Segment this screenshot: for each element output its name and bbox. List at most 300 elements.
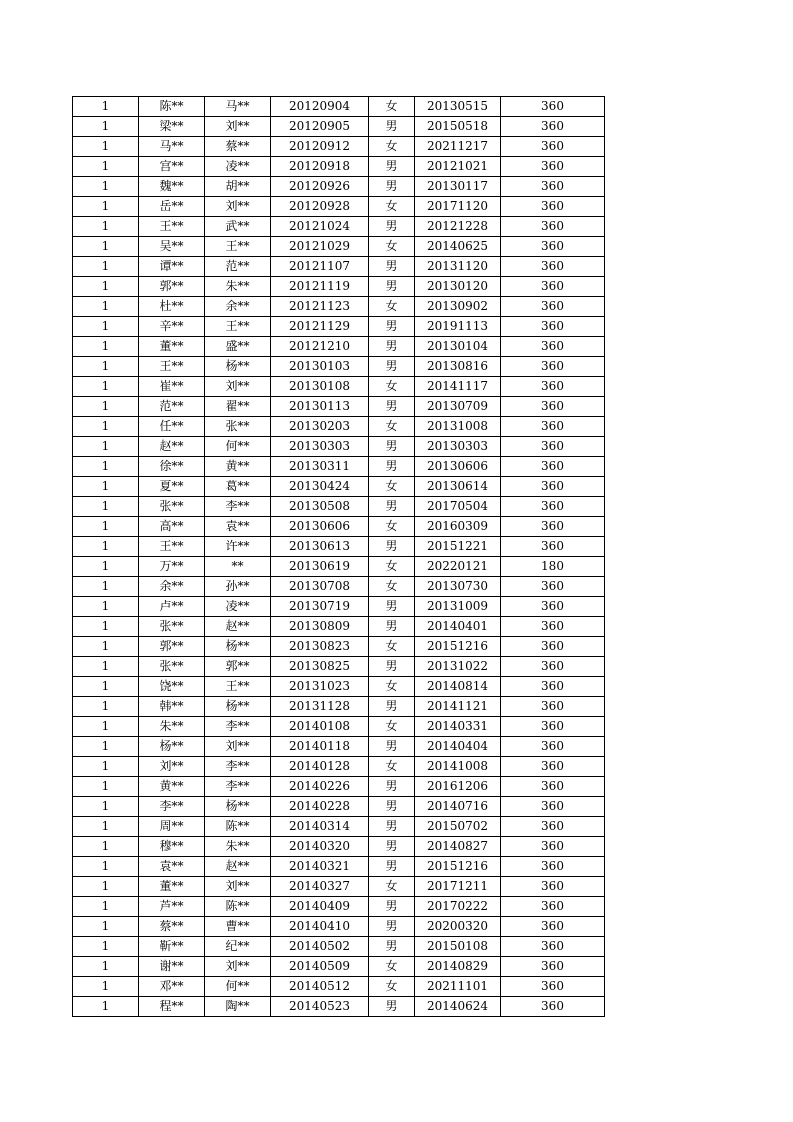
surname-cell: 韩** — [139, 697, 205, 717]
amount-cell: 360 — [501, 457, 605, 477]
surname-cell: 杜** — [139, 297, 205, 317]
date-cell: 20130825 — [271, 657, 369, 677]
surname-cell: 岳** — [139, 197, 205, 217]
partner-cell: 陈** — [205, 817, 271, 837]
amount-cell: 360 — [501, 937, 605, 957]
partner-cell: 李** — [205, 777, 271, 797]
gender-cell: 女 — [369, 977, 415, 997]
count-cell: 1 — [73, 397, 139, 417]
table-row — [73, 877, 605, 897]
count-cell: 1 — [73, 117, 139, 137]
date-cell: 20121029 — [271, 237, 369, 257]
date-cell: 20140118 — [271, 737, 369, 757]
end-date-cell: 20191113 — [415, 317, 501, 337]
surname-cell: 赵** — [139, 437, 205, 457]
date-cell: 20120905 — [271, 117, 369, 137]
table-row — [73, 337, 605, 357]
amount-cell: 360 — [501, 877, 605, 897]
surname-cell: 郭** — [139, 277, 205, 297]
gender-cell: 女 — [369, 557, 415, 577]
date-cell: 20140523 — [271, 997, 369, 1017]
surname-cell: 王** — [139, 217, 205, 237]
date-cell: 20130424 — [271, 477, 369, 497]
gender-cell: 男 — [369, 817, 415, 837]
end-date-cell: 20171120 — [415, 197, 501, 217]
gender-cell: 男 — [369, 837, 415, 857]
date-cell: 20140128 — [271, 757, 369, 777]
partner-cell: 刘** — [205, 117, 271, 137]
count-cell: 1 — [73, 897, 139, 917]
count-cell: 1 — [73, 997, 139, 1017]
date-cell: 20130809 — [271, 617, 369, 637]
date-cell: 20140502 — [271, 937, 369, 957]
end-date-cell: 20170222 — [415, 897, 501, 917]
date-cell: 20120926 — [271, 177, 369, 197]
table-row — [73, 357, 605, 377]
count-cell: 1 — [73, 417, 139, 437]
partner-cell: 朱** — [205, 277, 271, 297]
table-row — [73, 217, 605, 237]
count-cell: 1 — [73, 157, 139, 177]
gender-cell: 男 — [369, 537, 415, 557]
partner-cell: 刘** — [205, 197, 271, 217]
table-row — [73, 617, 605, 637]
count-cell: 1 — [73, 597, 139, 617]
surname-cell: 马** — [139, 137, 205, 157]
gender-cell: 女 — [369, 97, 415, 117]
gender-cell: 女 — [369, 377, 415, 397]
gender-cell: 男 — [369, 337, 415, 357]
amount-cell: 360 — [501, 157, 605, 177]
partner-cell: 李** — [205, 757, 271, 777]
date-cell: 20130613 — [271, 537, 369, 557]
gender-cell: 男 — [369, 117, 415, 137]
end-date-cell: 20131009 — [415, 597, 501, 617]
date-cell: 20130508 — [271, 497, 369, 517]
count-cell: 1 — [73, 337, 139, 357]
partner-cell: 刘** — [205, 737, 271, 757]
end-date-cell: 20161206 — [415, 777, 501, 797]
count-cell: 1 — [73, 717, 139, 737]
gender-cell: 男 — [369, 217, 415, 237]
table-row — [73, 177, 605, 197]
count-cell: 1 — [73, 357, 139, 377]
gender-cell: 女 — [369, 477, 415, 497]
amount-cell: 360 — [501, 657, 605, 677]
count-cell: 1 — [73, 757, 139, 777]
count-cell: 1 — [73, 837, 139, 857]
date-cell: 20140320 — [271, 837, 369, 857]
surname-cell: 任** — [139, 417, 205, 437]
end-date-cell: 20130816 — [415, 357, 501, 377]
count-cell: 1 — [73, 97, 139, 117]
end-date-cell: 20140814 — [415, 677, 501, 697]
surname-cell: 辛** — [139, 317, 205, 337]
date-cell: 20130108 — [271, 377, 369, 397]
partner-cell: 盛** — [205, 337, 271, 357]
gender-cell: 男 — [369, 177, 415, 197]
table-row — [73, 137, 605, 157]
end-date-cell: 20121228 — [415, 217, 501, 237]
partner-cell: 许** — [205, 537, 271, 557]
amount-cell: 360 — [501, 617, 605, 637]
partner-cell: 余** — [205, 297, 271, 317]
count-cell: 1 — [73, 257, 139, 277]
gender-cell: 男 — [369, 937, 415, 957]
amount-cell: 360 — [501, 257, 605, 277]
table-row — [73, 937, 605, 957]
date-cell: 20140409 — [271, 897, 369, 917]
gender-cell: 男 — [369, 277, 415, 297]
amount-cell: 360 — [501, 537, 605, 557]
amount-cell: 360 — [501, 697, 605, 717]
surname-cell: 周** — [139, 817, 205, 837]
end-date-cell: 20140625 — [415, 237, 501, 257]
count-cell: 1 — [73, 637, 139, 657]
date-cell: 20130303 — [271, 437, 369, 457]
date-cell: 20130103 — [271, 357, 369, 377]
table-row — [73, 257, 605, 277]
amount-cell: 360 — [501, 637, 605, 657]
table-row — [73, 657, 605, 677]
end-date-cell: 20140331 — [415, 717, 501, 737]
date-cell: 20140512 — [271, 977, 369, 997]
table-row — [73, 677, 605, 697]
partner-cell: 杨** — [205, 637, 271, 657]
count-cell: 1 — [73, 617, 139, 637]
gender-cell: 女 — [369, 957, 415, 977]
amount-cell: 360 — [501, 477, 605, 497]
partner-cell: 陶** — [205, 997, 271, 1017]
date-cell: 20121107 — [271, 257, 369, 277]
end-date-cell: 20130709 — [415, 397, 501, 417]
date-cell: 20130823 — [271, 637, 369, 657]
gender-cell: 男 — [369, 457, 415, 477]
gender-cell: 女 — [369, 237, 415, 257]
table-row — [73, 717, 605, 737]
table-row — [73, 757, 605, 777]
gender-cell: 男 — [369, 777, 415, 797]
end-date-cell: 20211217 — [415, 137, 501, 157]
amount-cell: 360 — [501, 897, 605, 917]
gender-cell: 男 — [369, 597, 415, 617]
count-cell: 1 — [73, 197, 139, 217]
partner-cell: 赵** — [205, 617, 271, 637]
count-cell: 1 — [73, 937, 139, 957]
table-row — [73, 437, 605, 457]
date-cell: 20140321 — [271, 857, 369, 877]
surname-cell: 穆** — [139, 837, 205, 857]
table-row — [73, 497, 605, 517]
amount-cell: 360 — [501, 717, 605, 737]
count-cell: 1 — [73, 877, 139, 897]
surname-cell: 李** — [139, 797, 205, 817]
end-date-cell: 20200320 — [415, 917, 501, 937]
end-date-cell: 20130117 — [415, 177, 501, 197]
partner-cell: 刘** — [205, 957, 271, 977]
count-cell: 1 — [73, 857, 139, 877]
end-date-cell: 20130515 — [415, 97, 501, 117]
end-date-cell: 20130614 — [415, 477, 501, 497]
count-cell: 1 — [73, 497, 139, 517]
end-date-cell: 20130606 — [415, 457, 501, 477]
end-date-cell: 20130104 — [415, 337, 501, 357]
gender-cell: 女 — [369, 417, 415, 437]
date-cell: 20140327 — [271, 877, 369, 897]
gender-cell: 女 — [369, 677, 415, 697]
end-date-cell: 20140404 — [415, 737, 501, 757]
date-cell: 20131023 — [271, 677, 369, 697]
gender-cell: 男 — [369, 857, 415, 877]
surname-cell: 万** — [139, 557, 205, 577]
table-row — [73, 917, 605, 937]
end-date-cell: 20141121 — [415, 697, 501, 717]
surname-cell: 范** — [139, 397, 205, 417]
surname-cell: 杨** — [139, 737, 205, 757]
end-date-cell: 20160309 — [415, 517, 501, 537]
partner-cell: 李** — [205, 497, 271, 517]
table-row — [73, 197, 605, 217]
table-row — [73, 817, 605, 837]
partner-cell: 赵** — [205, 857, 271, 877]
gender-cell: 女 — [369, 297, 415, 317]
surname-cell: 魏** — [139, 177, 205, 197]
gender-cell: 男 — [369, 737, 415, 757]
date-cell: 20120912 — [271, 137, 369, 157]
surname-cell: 夏** — [139, 477, 205, 497]
surname-cell: 董** — [139, 337, 205, 357]
surname-cell: 靳** — [139, 937, 205, 957]
partner-cell: 杨** — [205, 697, 271, 717]
surname-cell: 徐** — [139, 457, 205, 477]
count-cell: 1 — [73, 237, 139, 257]
table-row — [73, 317, 605, 337]
surname-cell: 张** — [139, 657, 205, 677]
date-cell: 20140314 — [271, 817, 369, 837]
partner-cell: 陈** — [205, 897, 271, 917]
amount-cell: 360 — [501, 817, 605, 837]
table-row — [73, 237, 605, 257]
amount-cell: 360 — [501, 757, 605, 777]
amount-cell: 360 — [501, 797, 605, 817]
count-cell: 1 — [73, 957, 139, 977]
count-cell: 1 — [73, 777, 139, 797]
amount-cell: 360 — [501, 297, 605, 317]
count-cell: 1 — [73, 477, 139, 497]
partner-cell: 蔡** — [205, 137, 271, 157]
table-row — [73, 297, 605, 317]
date-cell: 20140410 — [271, 917, 369, 937]
partner-cell: 纪** — [205, 937, 271, 957]
gender-cell: 男 — [369, 437, 415, 457]
end-date-cell: 20130303 — [415, 437, 501, 457]
partner-cell: 朱** — [205, 837, 271, 857]
count-cell: 1 — [73, 137, 139, 157]
gender-cell: 男 — [369, 897, 415, 917]
table-row — [73, 277, 605, 297]
amount-cell: 180 — [501, 557, 605, 577]
partner-cell: 何** — [205, 977, 271, 997]
table-row — [73, 117, 605, 137]
date-cell: 20121024 — [271, 217, 369, 237]
amount-cell: 360 — [501, 737, 605, 757]
end-date-cell: 20121021 — [415, 157, 501, 177]
date-cell: 20140226 — [271, 777, 369, 797]
amount-cell: 360 — [501, 997, 605, 1017]
count-cell: 1 — [73, 797, 139, 817]
amount-cell: 360 — [501, 417, 605, 437]
partner-cell: 袁** — [205, 517, 271, 537]
partner-cell: 李** — [205, 717, 271, 737]
gender-cell: 女 — [369, 637, 415, 657]
surname-cell: 余** — [139, 577, 205, 597]
gender-cell: 男 — [369, 317, 415, 337]
amount-cell: 360 — [501, 957, 605, 977]
count-cell: 1 — [73, 917, 139, 937]
amount-cell: 360 — [501, 197, 605, 217]
amount-cell: 360 — [501, 337, 605, 357]
date-cell: 20120904 — [271, 97, 369, 117]
surname-cell: 梁** — [139, 117, 205, 137]
table-row — [73, 157, 605, 177]
table-row — [73, 857, 605, 877]
amount-cell: 360 — [501, 777, 605, 797]
amount-cell: 360 — [501, 517, 605, 537]
end-date-cell: 20170504 — [415, 497, 501, 517]
end-date-cell: 20131008 — [415, 417, 501, 437]
amount-cell: 360 — [501, 97, 605, 117]
gender-cell: 女 — [369, 577, 415, 597]
date-cell: 20121129 — [271, 317, 369, 337]
gender-cell: 男 — [369, 157, 415, 177]
gender-cell: 男 — [369, 497, 415, 517]
gender-cell: 男 — [369, 697, 415, 717]
partner-cell: 王** — [205, 237, 271, 257]
date-cell: 20130311 — [271, 457, 369, 477]
date-cell: 20120928 — [271, 197, 369, 217]
end-date-cell: 20140827 — [415, 837, 501, 857]
amount-cell: 360 — [501, 837, 605, 857]
amount-cell: 360 — [501, 117, 605, 137]
surname-cell: 朱** — [139, 717, 205, 737]
date-cell: 20130708 — [271, 577, 369, 597]
count-cell: 1 — [73, 697, 139, 717]
count-cell: 1 — [73, 437, 139, 457]
count-cell: 1 — [73, 577, 139, 597]
amount-cell: 360 — [501, 437, 605, 457]
partner-cell: 曹** — [205, 917, 271, 937]
table-row — [73, 577, 605, 597]
count-cell: 1 — [73, 557, 139, 577]
end-date-cell: 20130902 — [415, 297, 501, 317]
end-date-cell: 20141008 — [415, 757, 501, 777]
partner-cell: 翟** — [205, 397, 271, 417]
amount-cell: 360 — [501, 237, 605, 257]
amount-cell: 360 — [501, 577, 605, 597]
surname-cell: 王** — [139, 357, 205, 377]
count-cell: 1 — [73, 537, 139, 557]
end-date-cell: 20151216 — [415, 637, 501, 657]
count-cell: 1 — [73, 737, 139, 757]
amount-cell: 360 — [501, 317, 605, 337]
count-cell: 1 — [73, 297, 139, 317]
count-cell: 1 — [73, 277, 139, 297]
partner-cell: 何** — [205, 437, 271, 457]
table-row — [73, 477, 605, 497]
end-date-cell: 20140401 — [415, 617, 501, 637]
surname-cell: 高** — [139, 517, 205, 537]
date-cell: 20130606 — [271, 517, 369, 537]
gender-cell: 男 — [369, 997, 415, 1017]
gender-cell: 女 — [369, 757, 415, 777]
table-row — [73, 377, 605, 397]
date-cell: 20140108 — [271, 717, 369, 737]
end-date-cell: 20131022 — [415, 657, 501, 677]
partner-cell: 武** — [205, 217, 271, 237]
partner-cell: 杨** — [205, 797, 271, 817]
partner-cell: 孙** — [205, 577, 271, 597]
partner-cell: 范** — [205, 257, 271, 277]
end-date-cell: 20220121 — [415, 557, 501, 577]
date-cell: 20130619 — [271, 557, 369, 577]
table-row — [73, 897, 605, 917]
gender-cell: 女 — [369, 717, 415, 737]
date-cell: 20121210 — [271, 337, 369, 357]
date-cell: 20130719 — [271, 597, 369, 617]
count-cell: 1 — [73, 817, 139, 837]
table-row — [73, 837, 605, 857]
surname-cell: 蔡** — [139, 917, 205, 937]
date-cell: 20121123 — [271, 297, 369, 317]
amount-cell: 360 — [501, 857, 605, 877]
table-row — [73, 777, 605, 797]
amount-cell: 360 — [501, 597, 605, 617]
table-row — [73, 637, 605, 657]
end-date-cell: 20150518 — [415, 117, 501, 137]
count-cell: 1 — [73, 677, 139, 697]
partner-cell: 黄** — [205, 457, 271, 477]
surname-cell: 饶** — [139, 677, 205, 697]
date-cell: 20130203 — [271, 417, 369, 437]
table-row — [73, 957, 605, 977]
table-row — [73, 977, 605, 997]
surname-cell: 郭** — [139, 637, 205, 657]
end-date-cell: 20151216 — [415, 857, 501, 877]
surname-cell: 张** — [139, 497, 205, 517]
gender-cell: 女 — [369, 517, 415, 537]
table-row — [73, 417, 605, 437]
amount-cell: 360 — [501, 177, 605, 197]
table-row — [73, 397, 605, 417]
date-cell: 20130113 — [271, 397, 369, 417]
table-row — [73, 517, 605, 537]
amount-cell: 360 — [501, 397, 605, 417]
partner-cell: 刘** — [205, 877, 271, 897]
surname-cell: 谢** — [139, 957, 205, 977]
surname-cell: 董** — [139, 877, 205, 897]
end-date-cell: 20150702 — [415, 817, 501, 837]
table-row — [73, 737, 605, 757]
surname-cell: 袁** — [139, 857, 205, 877]
end-date-cell: 20140624 — [415, 997, 501, 1017]
partner-cell: 郭** — [205, 657, 271, 677]
gender-cell: 女 — [369, 877, 415, 897]
end-date-cell: 20140716 — [415, 797, 501, 817]
amount-cell: 360 — [501, 677, 605, 697]
partner-cell: 王** — [205, 677, 271, 697]
partner-cell: 王** — [205, 317, 271, 337]
partner-cell: 刘** — [205, 377, 271, 397]
